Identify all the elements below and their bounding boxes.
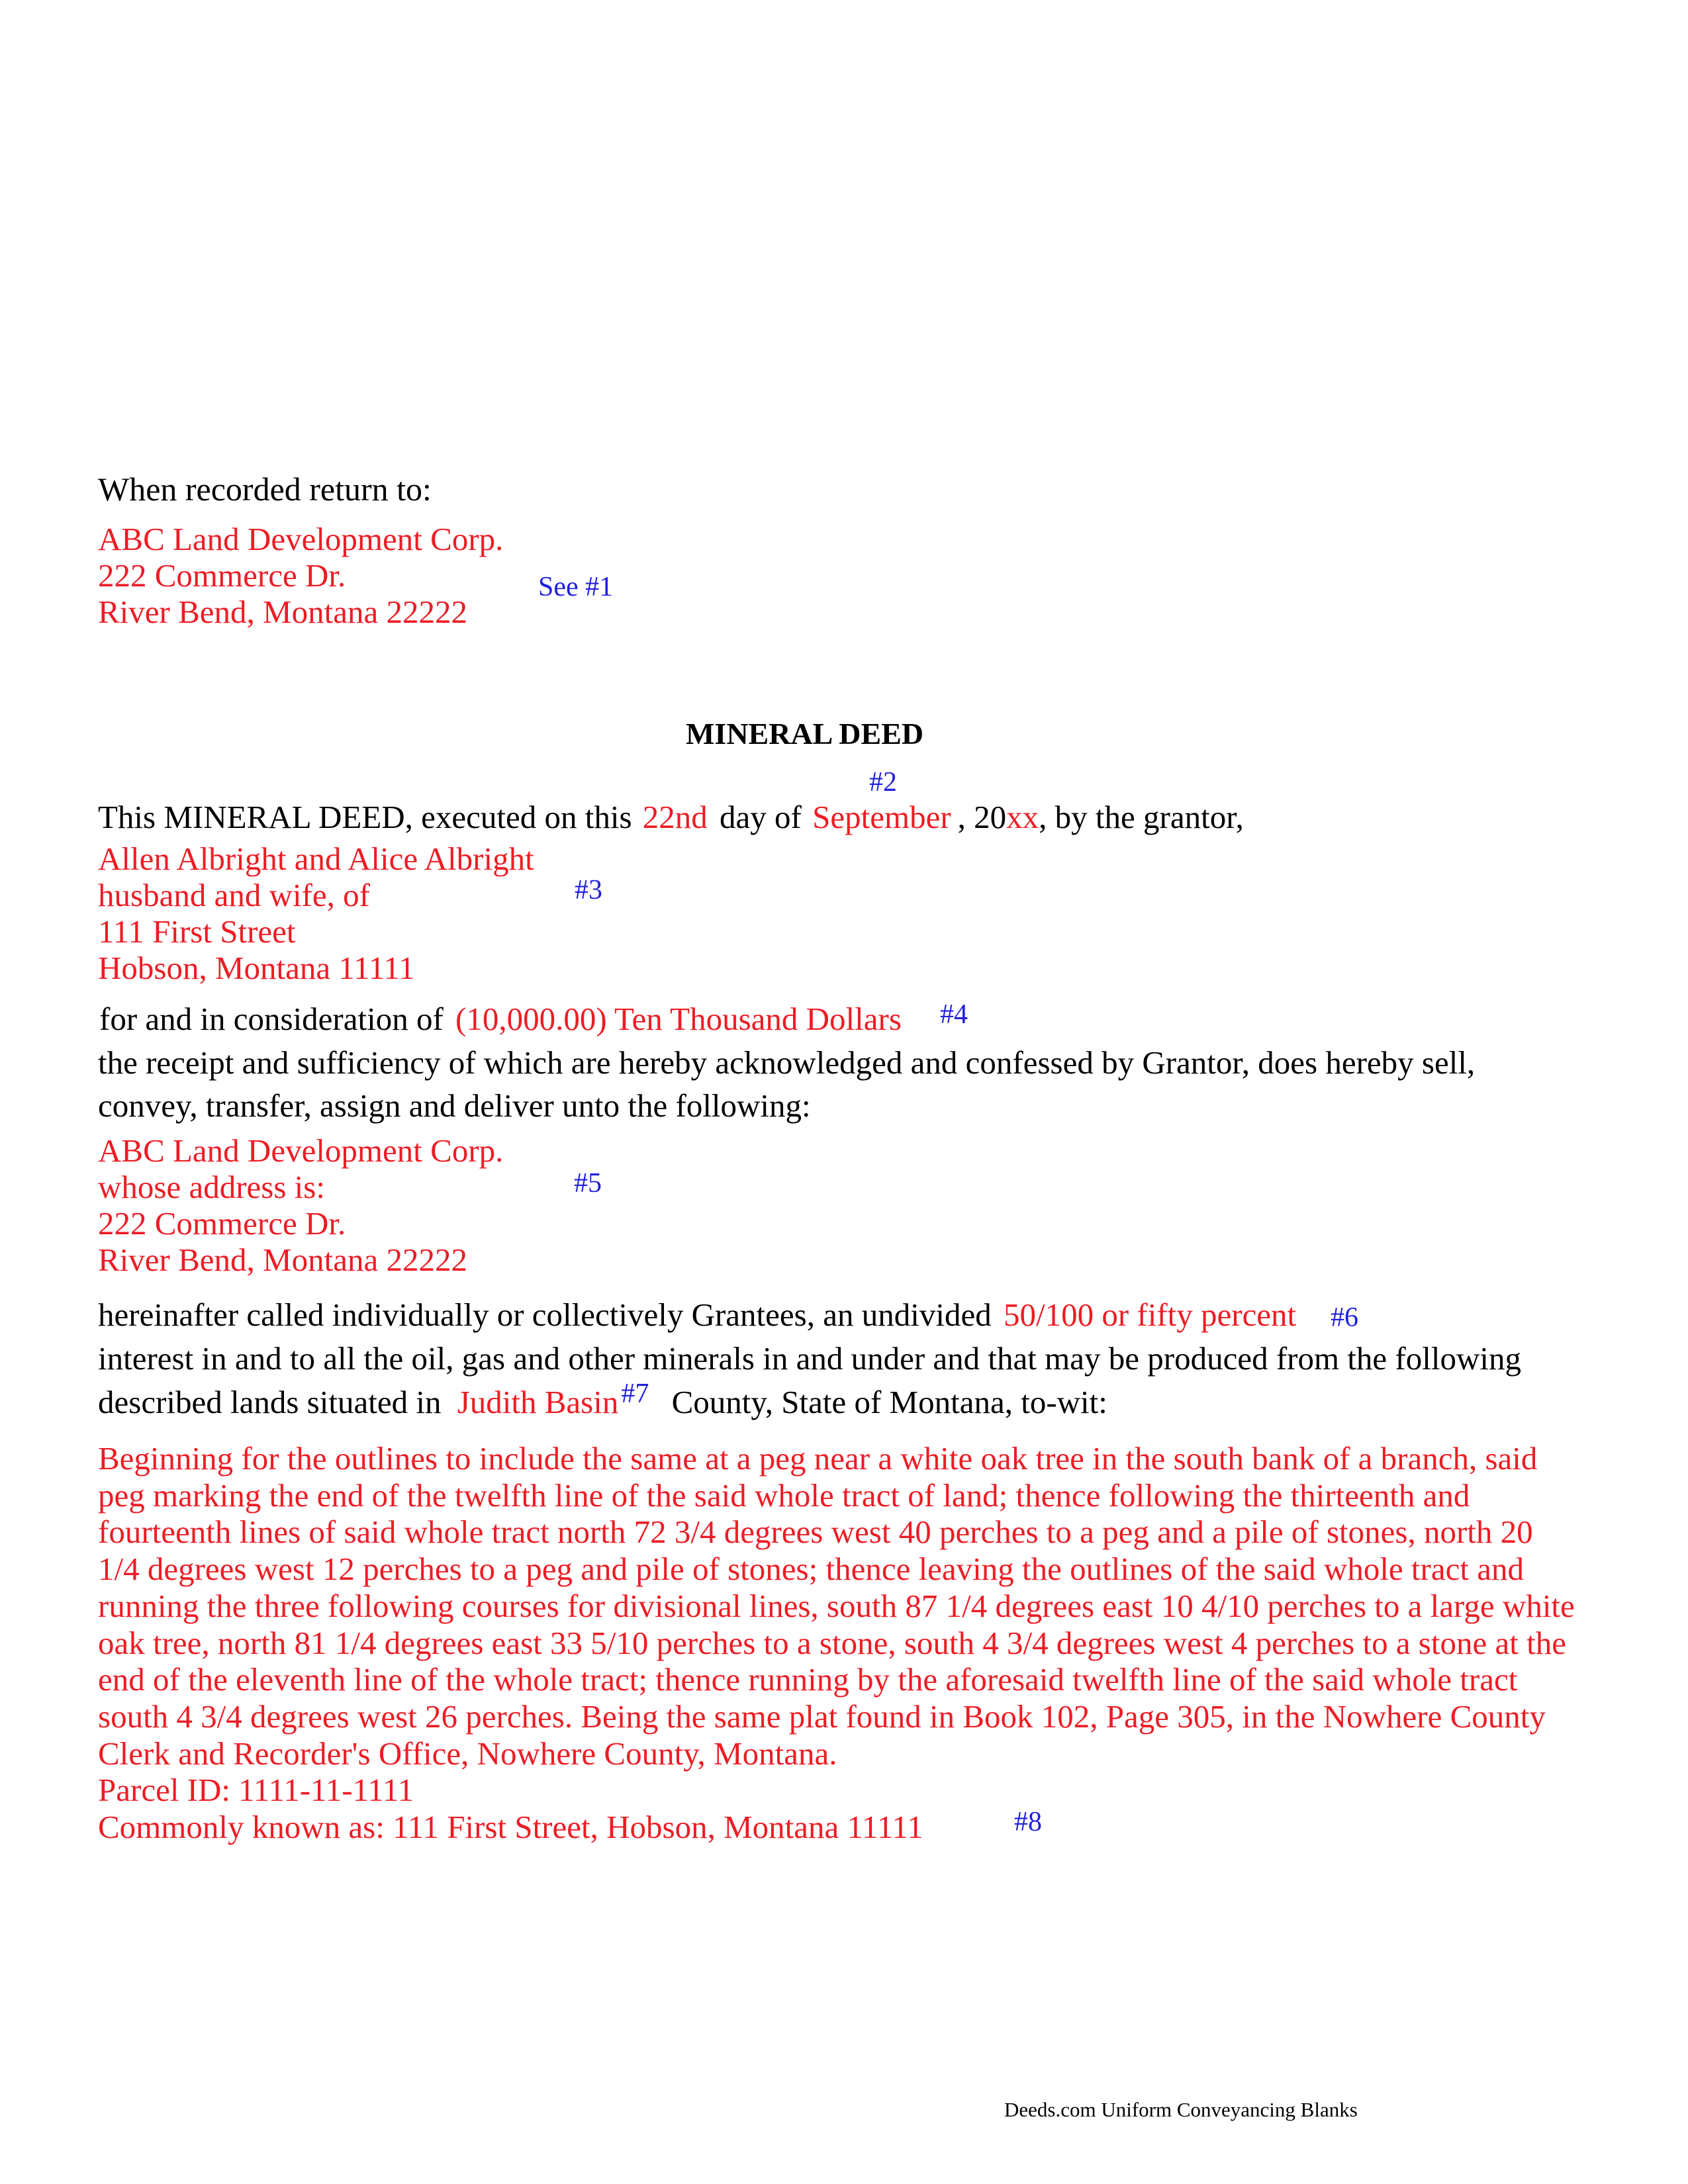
note-6: #6 (1331, 1302, 1358, 1333)
legal-description-text: Beginning for the outlines to include the same at a peg near a white oak tree in the south bank of a branch, said peg marking the end of the twelfth line of the said whole tract of land; thence following the thirteenth and fourteenth lines of said whole tract north 72 3/4 degrees west 40 perches to a peg and a pile of stones, north 20 1/4 degrees west 12 perches to a peg and pile of stones; thence leaving the outlines of the said whole tract and running the three following courses for divisional lines, south 87 1/4 degrees east 10 4/10 perches to a large white oak tree, north 81 1/4 degrees east 33 5/10 perches to a stone, south 4 3/4 degrees west 4 perches to a stone at the end of the eleventh line of the whole tract; thence running by the aforesaid twelfth line of the said whole tract south 4 3/4 degrees west 26 perches. Being the same plat found in Book 102, Page 305, in the Nowhere County Clerk and Recorder's Office, Nowhere County, Montana. (98, 1440, 1575, 1772)
parcel-id: Parcel ID: 1111-11-1111 (98, 1772, 414, 1809)
interest-amount: 50/100 or fifty percent (1003, 1297, 1297, 1333)
return-to-address (98, 521, 503, 630)
grantee-line: whose address is: (98, 1169, 325, 1205)
interest-line (98, 1298, 1296, 1331)
interest-line-3 (98, 1379, 1107, 1420)
county-prefix: described lands situated in (98, 1384, 442, 1420)
grantee-line: River Bend, Montana 22222 (98, 1242, 467, 1278)
execution-suffix: , by the grantor, (1039, 799, 1244, 835)
consideration-line (99, 1003, 902, 1035)
note-2: #2 (869, 767, 897, 797)
note-5: #5 (574, 1168, 602, 1199)
execution-year-suffix: xx (1006, 799, 1039, 835)
execution-day: 22nd (642, 799, 708, 835)
return-to-line: 222 Commerce Dr. (98, 557, 346, 594)
consideration-line-3: convey, transfer, assign and deliver unto the following: (98, 1087, 811, 1124)
grantor-line: 111 First Street (98, 913, 296, 950)
grantor-line: husband and wife, of (98, 877, 370, 913)
consideration-prefix: for and in consideration of (99, 1001, 444, 1037)
page-title: MINERAL DEED (686, 717, 924, 751)
footer: Deeds.com Uniform Conveyancing Blanks (1004, 2098, 1358, 2121)
note-3: #3 (575, 875, 602, 905)
interest-line-2: interest in and to all the oil, gas and other minerals in and under and that may be produced from the following (98, 1340, 1521, 1377)
note-4: #4 (940, 999, 968, 1030)
note-see-1: See #1 (538, 572, 614, 602)
consideration-line-2: the receipt and sufficiency of which are hereby acknowledged and confessed by Grantor, does hereby sell, (98, 1044, 1476, 1081)
legal-description (98, 1440, 1581, 1846)
execution-year-prefix: , 20 (957, 799, 1007, 835)
commonly-known: Commonly known as: 111 First Street, Hobson, Montana 11111 (98, 1809, 923, 1846)
county-suffix: County, State of Montana, to-wit: (671, 1384, 1107, 1420)
grantee-line: ABC Land Development Corp. (98, 1132, 504, 1169)
note-7: #7 (621, 1379, 649, 1409)
grantor-line: Allen Albright and Alice Albright (98, 841, 534, 877)
execution-day-of: day of (720, 799, 802, 835)
interest-prefix: hereinafter called individually or collectively Grantees, an undivided (98, 1297, 992, 1333)
execution-line (98, 801, 1244, 833)
return-to-line: ABC Land Development Corp. (98, 521, 504, 557)
grantor-block (98, 841, 534, 986)
consideration-amount: (10,000.00) Ten Thousand Dollars (455, 1001, 902, 1037)
execution-prefix: This MINERAL DEED, executed on this (98, 799, 632, 835)
grantee-line: 222 Commerce Dr. (98, 1205, 346, 1242)
return-to-label: When recorded return to: (98, 471, 432, 508)
grantor-line: Hobson, Montana 11111 (98, 950, 415, 986)
return-to-line: River Bend, Montana 22222 (98, 594, 467, 630)
note-8: #8 (1014, 1807, 1042, 1837)
grantee-block (98, 1132, 503, 1278)
execution-month: September (812, 799, 951, 835)
county-name: Judith Basin (457, 1384, 619, 1420)
